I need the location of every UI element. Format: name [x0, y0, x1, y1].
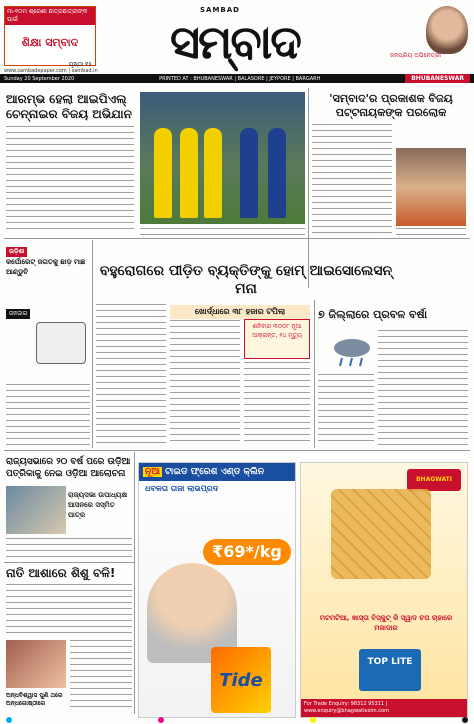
- promo-page-ref: ପୃଷ୍ଠା ୧୫: [68, 61, 92, 68]
- center-headline[interactable]: ବହୁରୋଗରେ ପୀଡ଼ିତ ବ୍ୟକ୍ତିଙ୍କୁ ହୋମ୍ ଆଇସୋଲେସନ୍ ମନା: [99, 263, 393, 297]
- actress-photo: [426, 6, 468, 54]
- section-tag: ଉଡ଼ିଶା: [6, 247, 27, 257]
- date-text: Sunday 20 September 2020: [4, 75, 75, 82]
- right-headline[interactable]: 'ସମ୍ବାଦ'ର ପ୍ରକାଶକ ବିଜୟ ପଟ୍ଟନାୟକଙ୍କ ପରଲୋକ: [329, 92, 453, 119]
- masthead-label: SAMBAD: [200, 6, 240, 14]
- left-side-headline: କର୍ପୋରେଟ୍ ଜଗତକୁ ଛାଡ଼ ମାଛ ଆଣ୍ଡୁଚି: [6, 258, 86, 276]
- registration-mark: [310, 717, 316, 723]
- rain-story-body-2: [318, 374, 374, 446]
- bhagwati-logo: BHAGWATI: [407, 469, 461, 491]
- bhagwati-advertisement[interactable]: [300, 462, 468, 718]
- rain-cloud-icon: [330, 336, 374, 370]
- corner-ad[interactable]: [390, 6, 470, 72]
- politician-photo: [6, 486, 66, 534]
- registration-mark: [6, 717, 12, 723]
- baby-story-photo: [6, 640, 66, 688]
- row-divider: [4, 238, 470, 239]
- main-headline[interactable]: ଆରମ୍ଭ ହେଲା ଆଇପିଏଲ୍ ଚେନ୍ନାଇର ବିଜୟ ଅଭିଯାନ: [6, 92, 132, 121]
- top-lite-pack: TOP LITE: [359, 649, 421, 691]
- center-story-body: [96, 304, 166, 446]
- column-divider: [314, 300, 315, 448]
- tide-brand: Tide: [219, 669, 263, 691]
- column-tag: ଜନଜାଗ: [6, 309, 30, 319]
- registration-mark: [462, 717, 468, 723]
- center-story-body-3: [244, 362, 310, 446]
- player-figure: [154, 128, 172, 218]
- column-divider: [308, 88, 309, 288]
- tide-price-badge: ₹69*/kg: [203, 539, 291, 565]
- photo-caption: [140, 228, 305, 236]
- promo-top-text: ମା-୧୦ମ ଶ୍ରେଣୀ ଛାତ୍ରଛାତ୍ରୀଙ୍କ ପାଇଁ: [5, 7, 95, 25]
- player-figure: [268, 128, 286, 218]
- tide-new-badge: ନୂଆ: [145, 467, 160, 477]
- player-figure: [240, 128, 258, 218]
- right-story-body-2: [396, 228, 466, 236]
- covid-info-box: ଶନିବାର ୩୦୦୮ ନୂଆ ଆକ୍ରାନ୍ତ, ୧୪ ମୃତ୍ୟୁ: [244, 319, 310, 359]
- main-story-body: [6, 126, 134, 234]
- trade-enquiry-footer: For Trade Enquiry: 98312 95311 | www.enquiry@bhagwatiexim.com: [301, 699, 467, 717]
- bhagwati-slogan: ମଟମଟିଆ, ଖାସ୍ତା ବିସ୍କୁଟ୍ କି ସ୍ୱାଦ ଚପ ଚାହାରେ ମଜାଦାର: [319, 614, 453, 632]
- khordha-subhead: ଖୋର୍ଦ୍ଧାରେ ୩୮ ହଜାର ଟପିଲା: [170, 305, 310, 319]
- left-side-story[interactable]: [6, 246, 90, 277]
- tide-header-text: ଟାଇଡ ଫ୍ରେଶ ଏଣ୍ଡ କ୍ଲିନ: [165, 467, 265, 477]
- registration-mark: [158, 717, 164, 723]
- player-figure: [180, 128, 198, 218]
- ipl-photo: [140, 92, 305, 224]
- politician-caption: ରାଜ୍ୟସଭା ଉପାଧ୍ୟକ୍ଷ ଆସନରେ ସସ୍ମିତ ପାତ୍ର: [68, 491, 128, 519]
- rain-story-body: [378, 330, 468, 446]
- columnist-illustration: [36, 322, 86, 364]
- player-figure: [204, 128, 222, 218]
- column-divider: [134, 452, 135, 714]
- column-box[interactable]: [6, 300, 90, 380]
- promo-title: ଶିକ୍ଷା ସମ୍ବାଦ: [21, 36, 79, 49]
- masthead-logo: [150, 14, 320, 72]
- lower-left-body: [6, 538, 132, 560]
- baby-caption: ଅନ୍ଧବିଶ୍ୱାସ ପୁଣି ଥରେ ଅନ୍ଧଗୋଷ୍ଠୀରେ: [6, 692, 63, 707]
- tide-header: [139, 463, 295, 481]
- biscuit-stack-image: [331, 489, 431, 579]
- promo-box[interactable]: [4, 6, 96, 66]
- edition-badge: BHUBANESWAR: [405, 74, 470, 83]
- right-story-body: [312, 124, 392, 234]
- column-body: [6, 384, 90, 446]
- tide-advertisement[interactable]: [138, 462, 296, 718]
- lower-left-headline[interactable]: ରାଜ୍ୟସଭାରେ ୨୦ ବର୍ଷ ପରେ ଉଡ଼ିଆ ପତ୍ରିକାକୁ ନେଇ ଓଡ଼ିଆ ଆଲୋଚନା: [6, 457, 131, 479]
- print-locations: PRINTED AT : BHUBANESWAR | BALASORE | JEYPORE | BARGARH: [159, 75, 321, 82]
- site-url[interactable]: www.sambadepaper.com | sambad.in: [4, 68, 98, 74]
- column-divider: [92, 240, 93, 448]
- baby-story-body: [6, 584, 132, 638]
- registration-bar: [0, 716, 474, 724]
- row-divider: [4, 450, 470, 451]
- tide-pack-image: [211, 647, 271, 713]
- rain-headline[interactable]: ୭ ଜିଲ୍ଲାରେ ପ୍ରବଳ ବର୍ଷା: [318, 308, 428, 321]
- baby-headline[interactable]: ନାତି ଆଶାରେ ଶିଶୁ ବଳି!: [6, 566, 116, 580]
- masthead-title: ସମ୍ବାଦ: [170, 15, 300, 69]
- center-story-body-2: [170, 320, 240, 446]
- tide-tagline: ଧବଳତା ତାଜା ଲାଭପ୍ରଦ: [145, 484, 219, 493]
- corner-ad-text: ଜନପ୍ରିୟ ଅଭିନେତ୍ରୀ: [390, 52, 441, 59]
- publisher-photo: [396, 148, 466, 226]
- row-divider: [4, 562, 134, 563]
- dateline-bar: [0, 74, 474, 83]
